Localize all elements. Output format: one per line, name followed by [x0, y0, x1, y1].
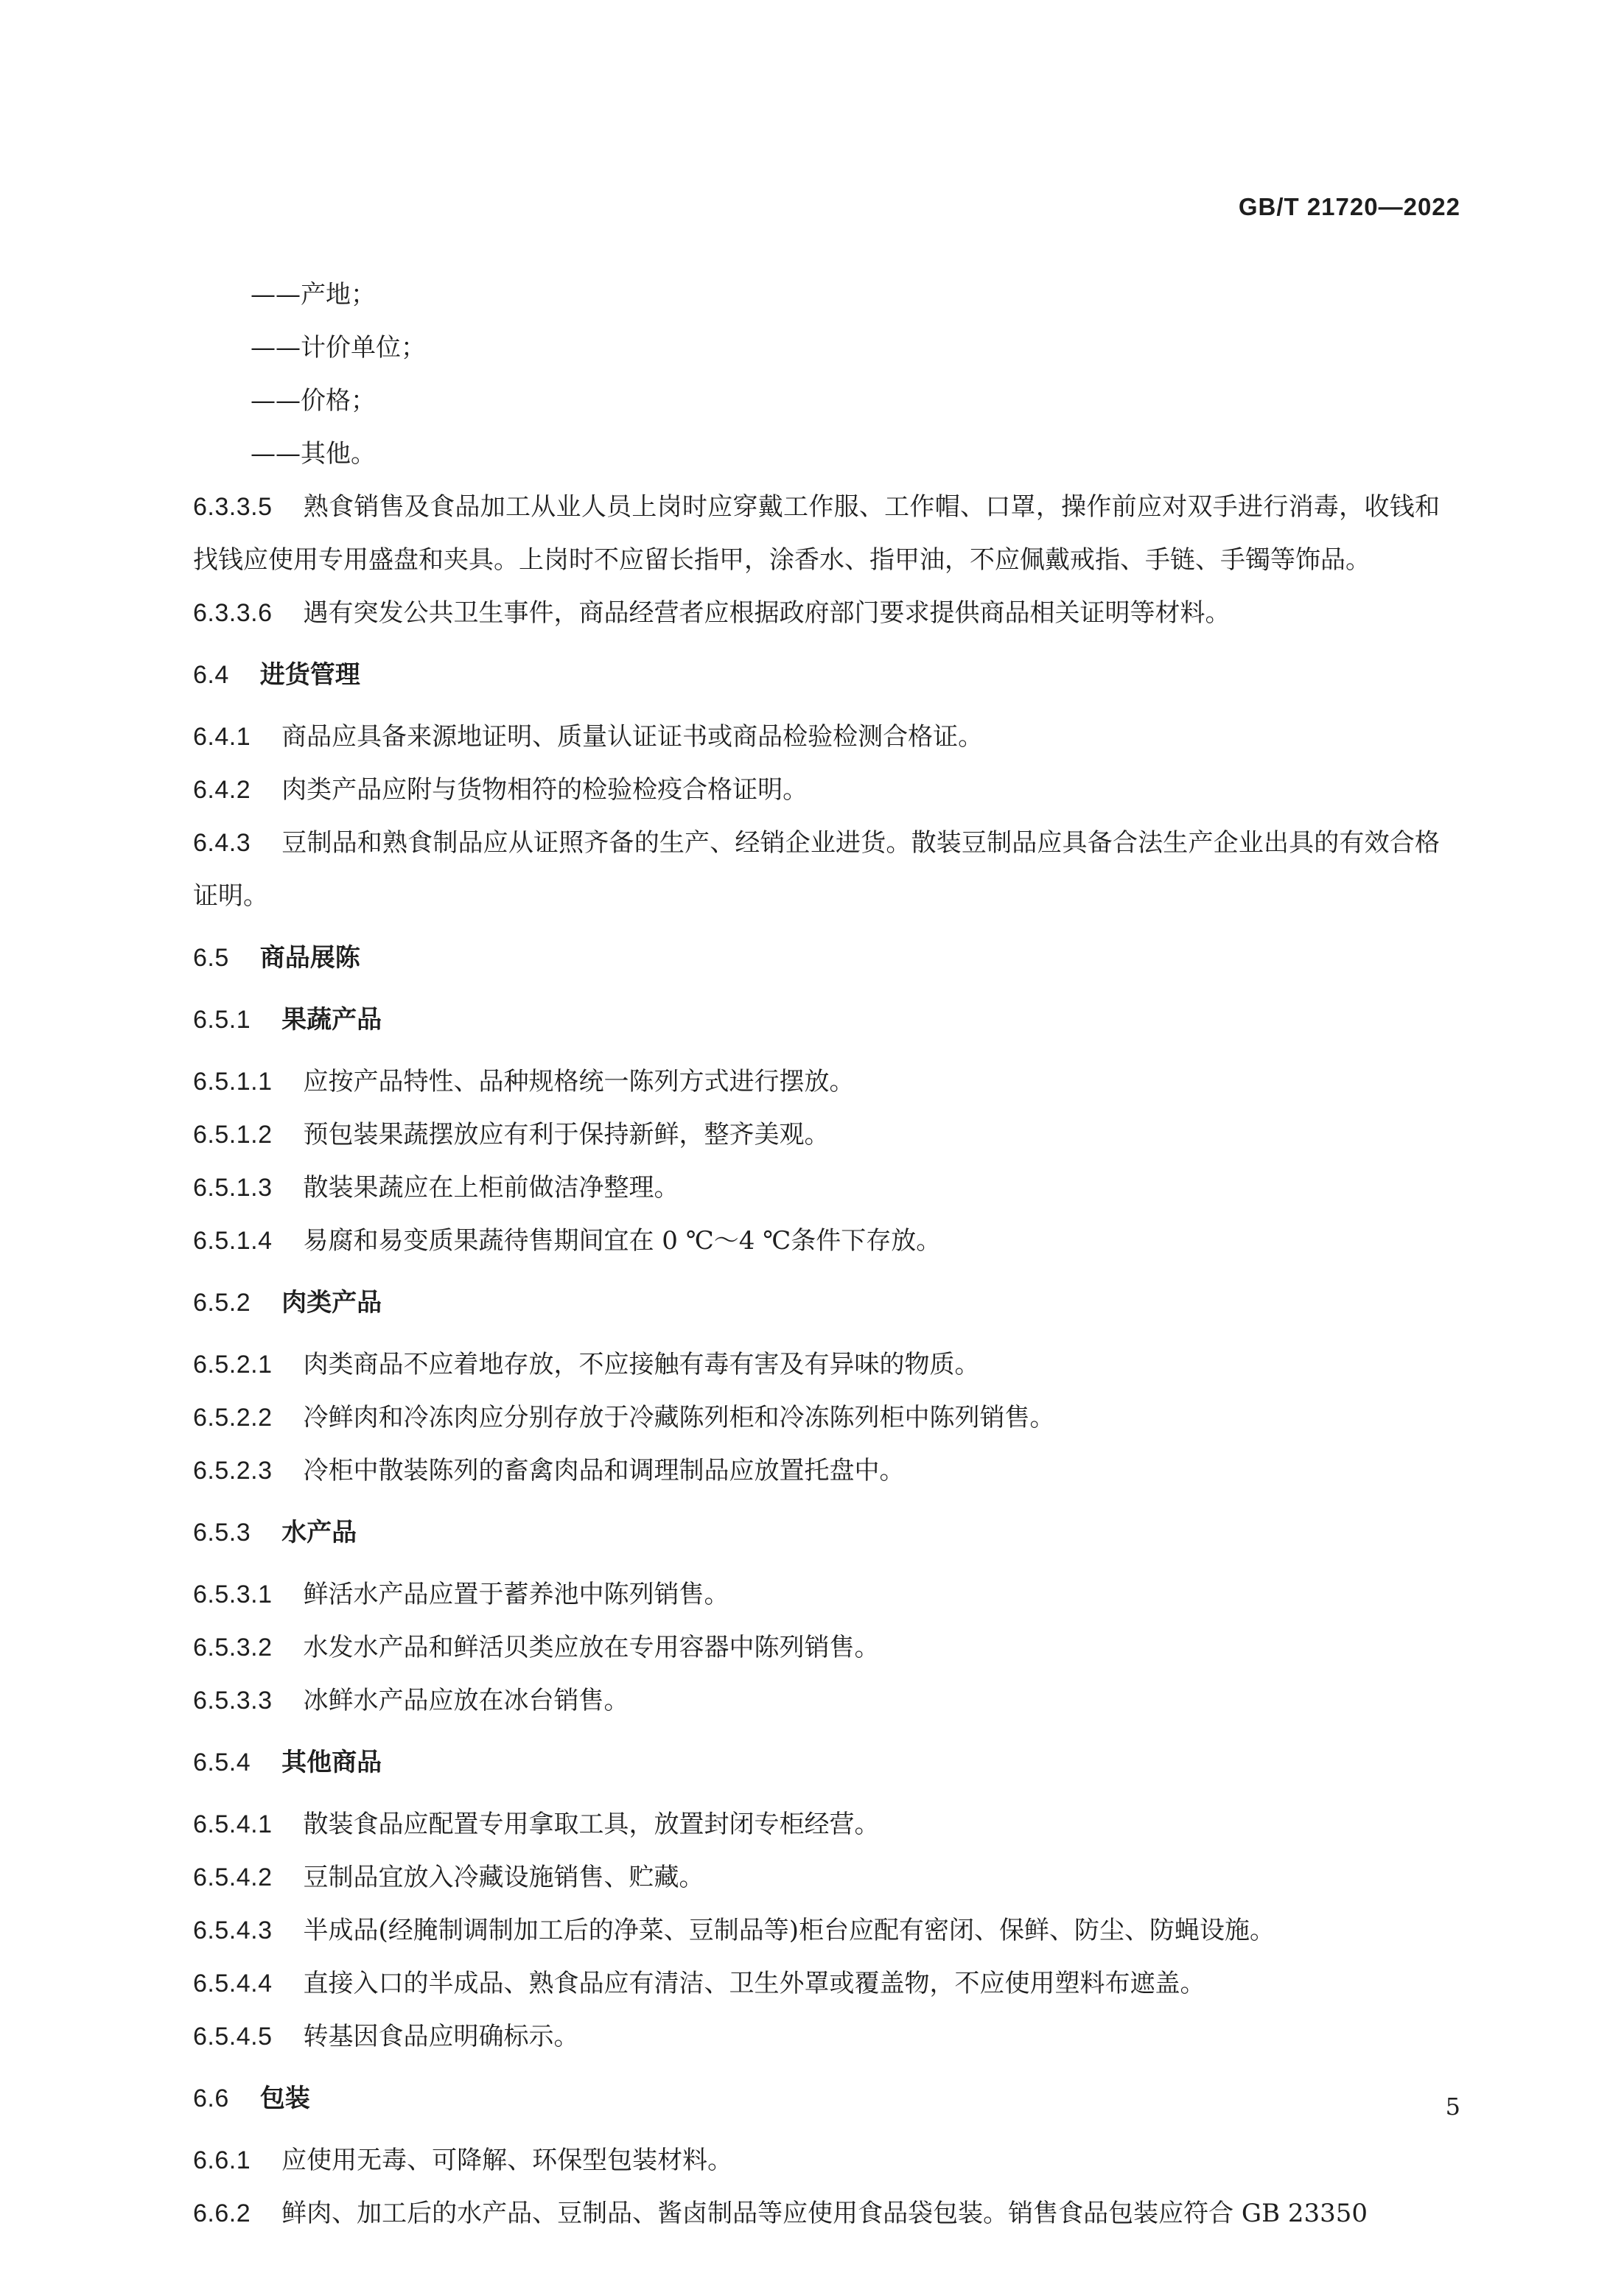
clause-number: 6.5.4.3	[193, 1916, 273, 1944]
section-number: 6.5	[193, 944, 229, 972]
clause-number: 6.4.2	[193, 776, 251, 804]
clause-number: 6.5.3.2	[193, 1634, 273, 1662]
section-heading	[193, 931, 1440, 984]
clause	[193, 2010, 1440, 2063]
clause-number: 6.5.4.4	[193, 1970, 273, 1998]
clause	[193, 1798, 1440, 1851]
clause-number: 6.5.1.2	[193, 1121, 273, 1149]
clause-number: 6.6.1	[193, 2146, 251, 2174]
clause-number: 6.5.1.3	[193, 1174, 273, 1202]
clause-text: 冷鲜肉和冷冻肉应分别存放于冷藏陈列柜和冷冻陈列柜中陈列销售。	[303, 1403, 1055, 1432]
clause-text: 转基因食品应明确标示。	[303, 2022, 579, 2051]
list-item: ——产地；	[251, 280, 376, 309]
clause-number: 6.5.1.1	[193, 1068, 273, 1096]
clause-text: 冷柜中散装陈列的畜禽肉品和调理制品应放置托盘中。	[303, 1456, 905, 1485]
clause-number: 6.5.4.1	[193, 1810, 273, 1838]
clause	[193, 1214, 1440, 1267]
clause-text: 熟食销售及食品加工从业人员上岗时应穿戴工作服、工作帽、口罩，操作前应对双手进行消毒，收钱和找钱应使用专用盛盘和夹具。上岗时不应留长指甲，涂香水、指甲油，不应佩戴戒指、手链、手镯等饰品。	[193, 492, 1440, 575]
clause-text: 直接入口的半成品、熟食品应有清洁、卫生外罩或覆盖物，不应使用塑料布遮盖。	[303, 1969, 1205, 1998]
clause-text: 应按产品特性、品种规格统一陈列方式进行摆放。	[303, 1067, 855, 1096]
clause	[193, 816, 1440, 923]
section-number: 6.5.4	[193, 1748, 251, 1776]
clause-number: 6.5.2.3	[193, 1457, 273, 1485]
subsection-heading	[193, 993, 1440, 1046]
clause-number: 6.5.4.5	[193, 2023, 273, 2051]
subsection-heading	[193, 1276, 1440, 1329]
clause	[193, 1108, 1440, 1161]
clause-text: 冰鲜水产品应放在冰台销售。	[303, 1686, 629, 1715]
section-number: 6.5.3	[193, 1519, 251, 1547]
clause-text: 豆制品和熟食制品应从证照齐备的生产、经销企业进货。散装豆制品应具备合法生产企业出具的有效合格证明。	[193, 828, 1440, 911]
section-title: 其他商品	[281, 1748, 382, 1777]
clause-text: 鲜活水产品应置于蓄养池中陈列销售。	[303, 1580, 729, 1609]
section-heading	[193, 648, 1440, 701]
section-number: 6.4	[193, 661, 229, 689]
clause	[193, 1338, 1440, 1391]
clause-number: 6.5.3.3	[193, 1687, 273, 1715]
clause-text: 半成品(经腌制调制加工后的净菜、豆制品等)柜台应配有密闭、保鲜、防尘、防蝇设施。	[303, 1916, 1275, 1945]
clause	[193, 710, 1440, 763]
clause-text: 水发水产品和鲜活贝类应放在专用容器中陈列销售。	[303, 1633, 880, 1662]
clause	[193, 2134, 1440, 2187]
clause-text: 商品应具备来源地证明、质量认证证书或商品检验检测合格证。	[281, 722, 984, 752]
clause-text: 鲜肉、加工后的水产品、豆制品、酱卤制品等应使用食品袋包装。销售食品包装应符合 GB 23350	[281, 2199, 1368, 2228]
clause	[193, 1851, 1440, 1904]
section-title: 包装	[259, 2084, 310, 2113]
clause-text: 散装食品应配置专用拿取工具，放置封闭专柜经营。	[303, 1810, 880, 1839]
section-number: 6.5.1	[193, 1006, 251, 1034]
clause-number: 6.5.3.1	[193, 1580, 273, 1608]
clause	[193, 1391, 1440, 1444]
clause	[193, 763, 1440, 816]
section-title: 进货管理	[259, 660, 360, 690]
clause	[193, 1957, 1440, 2010]
clause-number: 6.5.4.2	[193, 1863, 273, 1891]
clause	[193, 480, 1440, 587]
clause	[193, 1904, 1440, 1957]
document-body	[193, 268, 1440, 2240]
section-title: 肉类产品	[281, 1288, 382, 1317]
standard-number: GB/T 21720—2022	[1238, 193, 1460, 220]
clause	[193, 1674, 1440, 1727]
section-title: 水产品	[281, 1518, 357, 1547]
section-number: 6.6	[193, 2084, 229, 2112]
clause-number: 6.5.1.4	[193, 1227, 273, 1255]
section-number: 6.5.2	[193, 1289, 251, 1317]
section-title: 果蔬产品	[281, 1005, 382, 1035]
clause	[193, 2187, 1440, 2240]
clause	[193, 1161, 1440, 1214]
clause-text: 肉类商品不应着地存放，不应接触有毒有害及有异味的物质。	[303, 1350, 980, 1379]
clause-text: 易腐和易变质果蔬待售期间宜在 0 ℃～4 ℃条件下存放。	[303, 1226, 942, 1256]
clause	[193, 1568, 1440, 1621]
page-number: 5	[1445, 2093, 1460, 2121]
clause-number: 6.4.3	[193, 829, 251, 857]
clause-number: 6.5.2.2	[193, 1404, 273, 1432]
clause-number: 6.6.2	[193, 2199, 251, 2227]
clause-text: 应使用无毒、可降解、环保型包装材料。	[281, 2146, 733, 2175]
list-item: ——计价单位；	[251, 333, 426, 363]
clause-number: 6.3.3.6	[193, 599, 273, 627]
section-heading	[193, 2072, 1440, 2125]
clause	[193, 1055, 1440, 1108]
clause-text: 散装果蔬应在上柜前做洁净整理。	[303, 1173, 679, 1202]
subsection-heading	[193, 1506, 1440, 1559]
clause-text: 遇有突发公共卫生事件，商品经营者应根据政府部门要求提供商品相关证明等材料。	[303, 598, 1231, 628]
list-item: ——价格；	[251, 386, 376, 416]
clause-number: 6.5.2.1	[193, 1351, 273, 1379]
clause-number: 6.4.1	[193, 723, 251, 751]
section-title: 商品展陈	[259, 943, 360, 973]
clause-number: 6.3.3.5	[193, 493, 273, 521]
clause-text: 豆制品宜放入冷藏设施销售、贮藏。	[303, 1863, 704, 1892]
clause	[193, 1444, 1440, 1497]
clause-text: 预包装果蔬摆放应有利于保持新鲜，整齐美观。	[303, 1120, 830, 1149]
clause	[193, 587, 1440, 640]
list-item: ——其他。	[251, 439, 376, 469]
clause-text: 肉类产品应附与货物相符的检验检疫合格证明。	[281, 775, 808, 805]
subsection-heading	[193, 1736, 1440, 1789]
clause	[193, 1621, 1440, 1674]
